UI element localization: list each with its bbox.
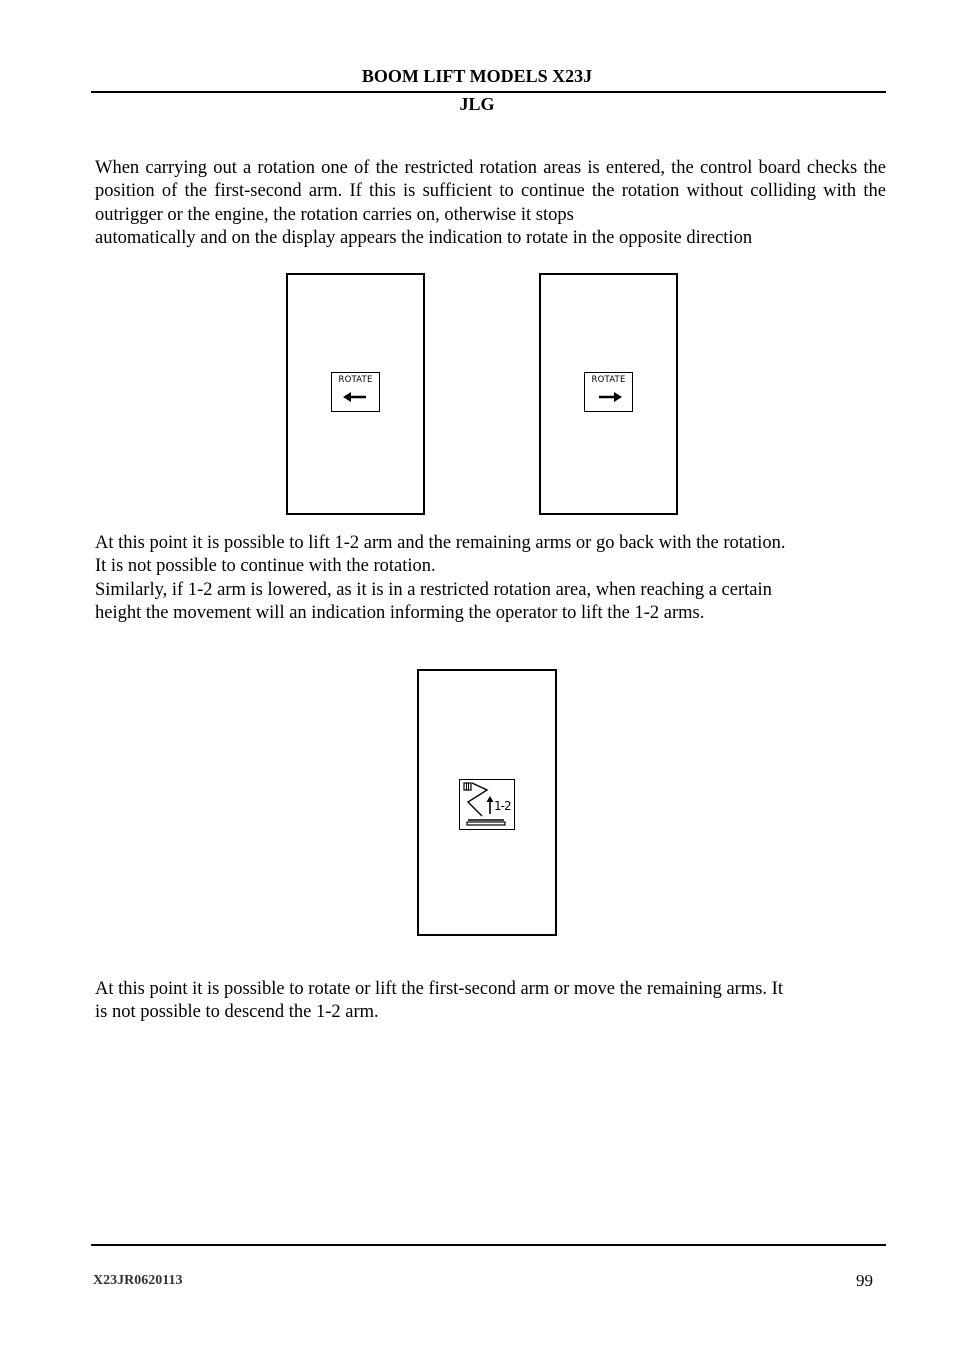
paragraph-text: At this point it is possible to rotate or lift the first-second arm or move the remaining arms. It	[95, 979, 783, 999]
arrow-right-icon	[597, 390, 623, 404]
display-screen-lift-arm	[417, 669, 557, 936]
paragraph-last-line: automatically and on the display appears the indication to rotate in the opposite direction	[95, 227, 753, 248]
display-screen-rotate-left	[286, 273, 425, 515]
lift-arm-indicator	[459, 779, 515, 830]
paragraph-lift-option	[95, 532, 886, 625]
arrow-left-icon	[342, 390, 368, 404]
rotate-right-indicator	[584, 372, 633, 412]
paragraph-text: When carrying out a rotation one of the restricted rotation areas is entered, the control board checks the position of the first-second arm. If this is sufficient to continue the rotation without colliding with the outrigger or the engine, the rotation carries on, otherwise it stops	[95, 158, 886, 225]
rotate-label: ROTATE	[591, 375, 626, 385]
rotate-left-indicator	[331, 372, 380, 412]
paragraph-last-line: is not possible to descend the 1-2 arm.	[95, 1002, 379, 1023]
paragraph-allowed-actions	[95, 978, 886, 1025]
document-code: X23JR0620113	[93, 1273, 183, 1288]
rotate-label: ROTATE	[338, 375, 373, 385]
lift-arm-label: 1-2	[494, 799, 511, 813]
header-subtitle: JLG	[459, 94, 495, 114]
display-screen-rotate-right	[539, 273, 678, 515]
page-number: 99	[856, 1271, 873, 1290]
footer-rule	[91, 1244, 886, 1246]
paragraph-rotation-check	[95, 157, 886, 250]
header-title: BOOM LIFT MODELS X23J	[361, 66, 593, 86]
paragraph-text: Similarly, if 1-2 arm is lowered, as it is in a restricted rotation area, when reaching a certain	[95, 579, 772, 600]
paragraph-line: At this point it is possible to lift 1-2 arm and the remaining arms or go back with the rotation.	[95, 533, 786, 553]
paragraph-last-line: height the movement will an indication informing the operator to lift the 1-2 arms.	[95, 602, 705, 623]
paragraph-line: It is not possible to continue with the rotation.	[95, 556, 436, 577]
header-rule	[91, 91, 886, 93]
